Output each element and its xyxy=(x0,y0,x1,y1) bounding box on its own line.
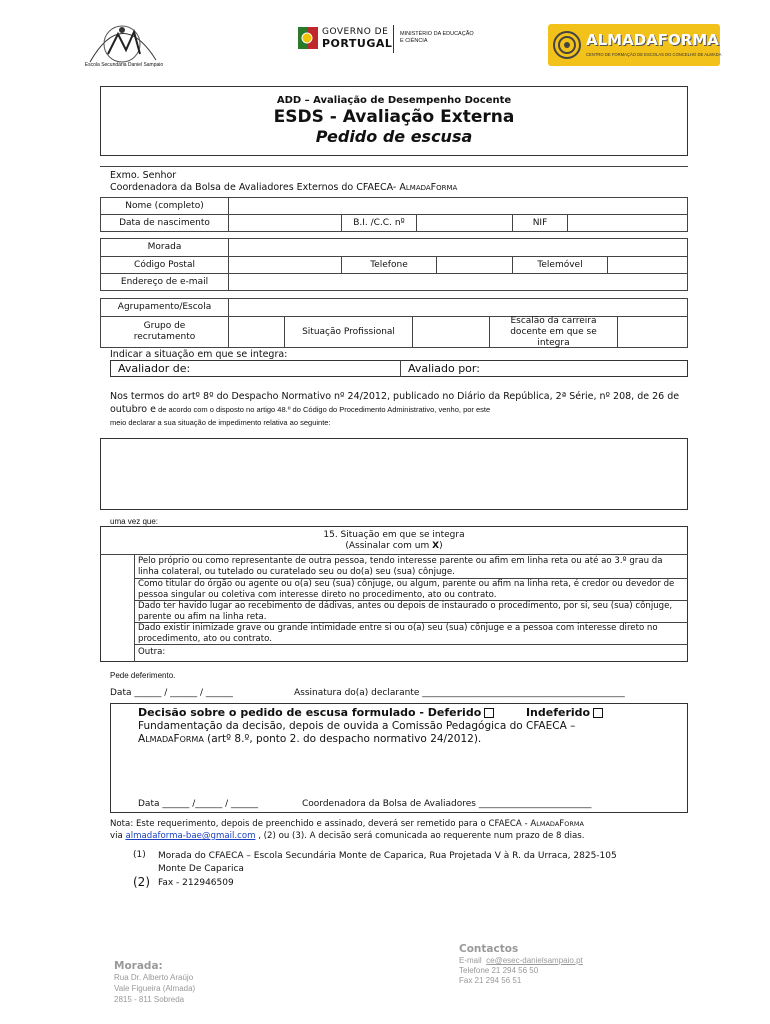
government-logo xyxy=(296,25,486,55)
data-line[interactable]: Data ______ / ______ / ______ xyxy=(110,688,233,698)
situacao-item-4: Dado existir inimizade grave ou grande intimidade entre si ou o(a) seu (sua) cônjuge e a pessoa com interesse direto no procedimento, ato ou contrato. xyxy=(138,623,658,644)
footer-email xyxy=(459,956,583,965)
telefone-label: Telefone xyxy=(341,256,437,274)
decisao-fundamentacao-1: Fundamentação da decisão, depois de ouvida a Comissão Pedagógica do CFAECA – xyxy=(138,720,576,732)
footer-email-label: E-mail xyxy=(459,956,482,965)
morada-label: Morada xyxy=(100,238,229,257)
addressee-f: F xyxy=(430,182,437,193)
fund2-sc: LMADA xyxy=(145,735,174,744)
data-nascimento-field[interactable] xyxy=(228,214,342,232)
telemovel-field[interactable] xyxy=(607,256,688,274)
uma-vez-que: uma vez que: xyxy=(110,517,159,526)
situacao-checkbox-4[interactable] xyxy=(101,623,133,644)
email-label: Endereço de e-mail xyxy=(100,273,229,291)
nota-line1-text: Nota: Este requerimento, depois de preenchido e assinado, deverá ser remetido para o CFAECA - A xyxy=(110,819,537,829)
situacoes-subtitle xyxy=(100,541,688,552)
indeferido-label: Indeferido xyxy=(525,706,591,719)
avaliador-label[interactable]: Avaliador de: xyxy=(118,362,191,375)
situacao-checkbox-1[interactable] xyxy=(101,555,133,577)
addressee-text: Coordenadora da Bolsa de Avaliadores Externos do CFAECA- A xyxy=(110,182,406,193)
situacoes-header-line xyxy=(100,554,688,555)
nota xyxy=(110,818,700,842)
situacao-item-2: Como titular do órgão ou agente ou o(a) seu (sua) cônjuge, ou algum, parente ou afim na linha reta, é credor ou devedor de pessoa singular ou coletiva com interesse direto no procedimento, ato ou contrato. xyxy=(138,579,675,600)
grupo-label: Grupo de recrutamento xyxy=(100,316,229,348)
addressee-sc: LMADA xyxy=(405,184,431,192)
situacao-item-1: Pelo próprio ou como representante de outra pessoa, tendo interesse parente ou afim em linha reta ou até ao 3.º grau da linha colateral, ou tutelado ou curatelado seu ou do(a) seu (sua) cônjuge. xyxy=(138,556,663,577)
assinatura-line[interactable]: Assinatura do(a) declarante _____________________________________________ xyxy=(294,688,625,698)
situacao-field[interactable] xyxy=(412,316,490,348)
almadaforma-logo xyxy=(548,24,720,66)
legal-paragraph xyxy=(110,390,688,429)
situacao-item-5[interactable]: Outra: xyxy=(138,647,166,657)
pede-deferimento: Pede deferimento. xyxy=(110,671,176,680)
nota-line2-pre: via xyxy=(110,831,126,841)
decisao-data[interactable]: Data ______ /______ / ______ xyxy=(138,799,258,809)
gov-divider xyxy=(393,25,394,53)
ref-1-line1: Morada do CFAECA – Escola Secundária Monte de Caparica, Rua Projetada V à R. da Urraca, 2825-105 xyxy=(158,851,617,861)
telefone-field[interactable] xyxy=(436,256,513,274)
fund2-f: F xyxy=(173,733,180,745)
fund2-rest: (artº 8.º, ponto 2. do despacho normativo 24/2012). xyxy=(203,733,482,745)
footer-telefone: Telefone 21 294 56 50 xyxy=(459,966,539,975)
footer-contactos-title: Contactos xyxy=(459,943,519,955)
ref-1-text xyxy=(158,850,617,876)
nota-sc: LMADA xyxy=(536,820,560,828)
school-logo-text: Escola Secundária Daniel Sampaio xyxy=(84,62,164,68)
nota-line2 xyxy=(110,830,700,842)
telemovel-label: Telemóvel xyxy=(512,256,608,274)
data-nascimento-label: Data de nascimento xyxy=(100,214,229,232)
morada-field[interactable] xyxy=(228,238,688,257)
email-field[interactable] xyxy=(228,273,688,291)
deferido-checkbox[interactable] xyxy=(484,708,494,718)
nota-email-link[interactable]: almadaforma-bae@gmail.com xyxy=(125,831,256,841)
ref-1-number: (1) xyxy=(133,850,146,860)
gov-line1: GOVERNO DE xyxy=(322,27,389,37)
situacao-checkbox-5[interactable] xyxy=(101,645,133,661)
footer-morada-2: Vale Figueira (Almada) xyxy=(114,984,196,993)
situacoes-title xyxy=(100,530,688,552)
footer-morada-clip xyxy=(114,995,185,1004)
nome-field[interactable] xyxy=(228,197,688,215)
decisao-coordenadora[interactable]: Coordenadora da Bolsa de Avaliadores _________________________ xyxy=(302,799,592,809)
situacao-prompt: Indicar a situação em que se integra: xyxy=(110,349,288,360)
nota-line1 xyxy=(110,818,700,830)
situacoes-subtitle-post: ) xyxy=(439,541,443,551)
avaliado-label[interactable]: Avaliado por: xyxy=(408,362,480,375)
paragraph-main: Nos termos do artº 8º do Despacho Normativo nº 24/2012, publicado no Diário da República, 2ª Série, nº 208, de 26 de outubro e xyxy=(110,391,680,415)
nota-line2-post: , (2) ou (3). A decisão será comunicada ao requerente num prazo de 8 dias. xyxy=(255,831,585,841)
header-box xyxy=(100,86,688,156)
footer-fax: Fax 21 294 56 51 xyxy=(459,976,522,985)
ref-2-text: Fax - 212946509 xyxy=(158,878,234,888)
avaliador-box xyxy=(110,360,688,377)
nota-f: F xyxy=(559,819,565,829)
addressee-line1: Exmo. Senhor xyxy=(110,170,177,181)
school-logo xyxy=(82,10,162,72)
situacoes-subtitle-x: X xyxy=(432,541,440,551)
footer-morada-3: 2815 - 811 Sobreda xyxy=(114,995,185,1004)
nota-sc2: ORMA xyxy=(564,820,584,828)
grupo-field[interactable] xyxy=(228,316,285,348)
nif-label: NIF xyxy=(512,214,568,232)
avaliador-divider xyxy=(400,360,401,377)
situacoes-subtitle-pre: (Assinalar com um xyxy=(345,541,433,551)
situacao-checkbox-3[interactable] xyxy=(101,601,133,622)
situacao-item-3: Dado ter havido lugar ao recebimento de dádivas, antes ou depois de instaurado o procedimento, por si, seu (sua) cônjuge, parente ou afim na linha reta. xyxy=(138,601,673,622)
paragraph-small-line2: meio declarar a sua situação de impedimento relativa ao seguinte: xyxy=(110,418,331,427)
escalao-label: Escalão da carreira docente em que se integra xyxy=(489,316,618,348)
bi-label: B.I. /C.C. nº xyxy=(341,214,417,232)
codigo-postal-field[interactable] xyxy=(228,256,342,274)
row-line xyxy=(134,644,688,645)
header-line2: ESDS - Avaliação Externa xyxy=(273,107,515,127)
ref-2-number: (2) xyxy=(133,875,150,889)
bi-field[interactable] xyxy=(416,214,513,232)
paragraph-small: de acordo com o disposto no artigo 48.º do Código do Procedimento Administrativo, venho, por este xyxy=(155,405,491,414)
footer-morada-1: Rua Dr. Alberto Araújo xyxy=(114,973,194,982)
decisao-title-row xyxy=(138,706,603,719)
impedimento-textarea[interactable] xyxy=(100,438,688,510)
ref-1-line2: Monte De Caparica xyxy=(158,864,244,874)
decisao-title: Decisão sobre o pedido de escusa formulado - Deferido xyxy=(138,706,482,719)
fund2-a: A xyxy=(138,733,146,745)
ministry-line1: MINISTÉRIO DA EDUCAÇÃO xyxy=(400,31,474,37)
nif-field[interactable] xyxy=(567,214,688,232)
situacao-label: Situação Profissional xyxy=(284,316,413,348)
footer-morada-title: Morada: xyxy=(114,960,163,972)
gov-line2: PORTUGAL xyxy=(322,37,393,50)
agrupamento-field[interactable] xyxy=(228,298,688,317)
situacao-checkbox-2[interactable] xyxy=(101,579,133,601)
footer-email-link[interactable]: ce@esec-danielsampaio.pt xyxy=(486,956,583,965)
header-line1: ADD – Avaliação de Desempenho Docente xyxy=(276,95,512,106)
indeferido-checkbox[interactable] xyxy=(593,708,603,718)
separator xyxy=(100,166,688,167)
situacoes-title-line: 15. Situação em que se integra xyxy=(323,530,465,540)
codigo-postal-label: Código Postal xyxy=(100,256,229,274)
agrupamento-label: Agrupamento/Escola xyxy=(100,298,229,317)
escalao-field[interactable] xyxy=(617,316,688,348)
header-line3: Pedido de escusa xyxy=(315,127,473,146)
ministry-line2: E CIÊNCIA xyxy=(400,38,428,44)
situacoes-checkbox-column xyxy=(134,554,135,662)
decisao-fundamentacao-2 xyxy=(138,733,481,745)
fund2-sc2: ORMA xyxy=(179,735,204,744)
addressee-sc2: ORMA xyxy=(436,184,458,192)
almadaforma-text: ALMADAFORMA xyxy=(586,31,719,49)
nome-label: Nome (completo) xyxy=(100,197,229,215)
almadaforma-subtext: CENTRO DE FORMAÇÃO DE ESCOLAS DO CONCELHO DE ALMADA xyxy=(586,52,722,57)
addressee-line2 xyxy=(110,182,457,193)
